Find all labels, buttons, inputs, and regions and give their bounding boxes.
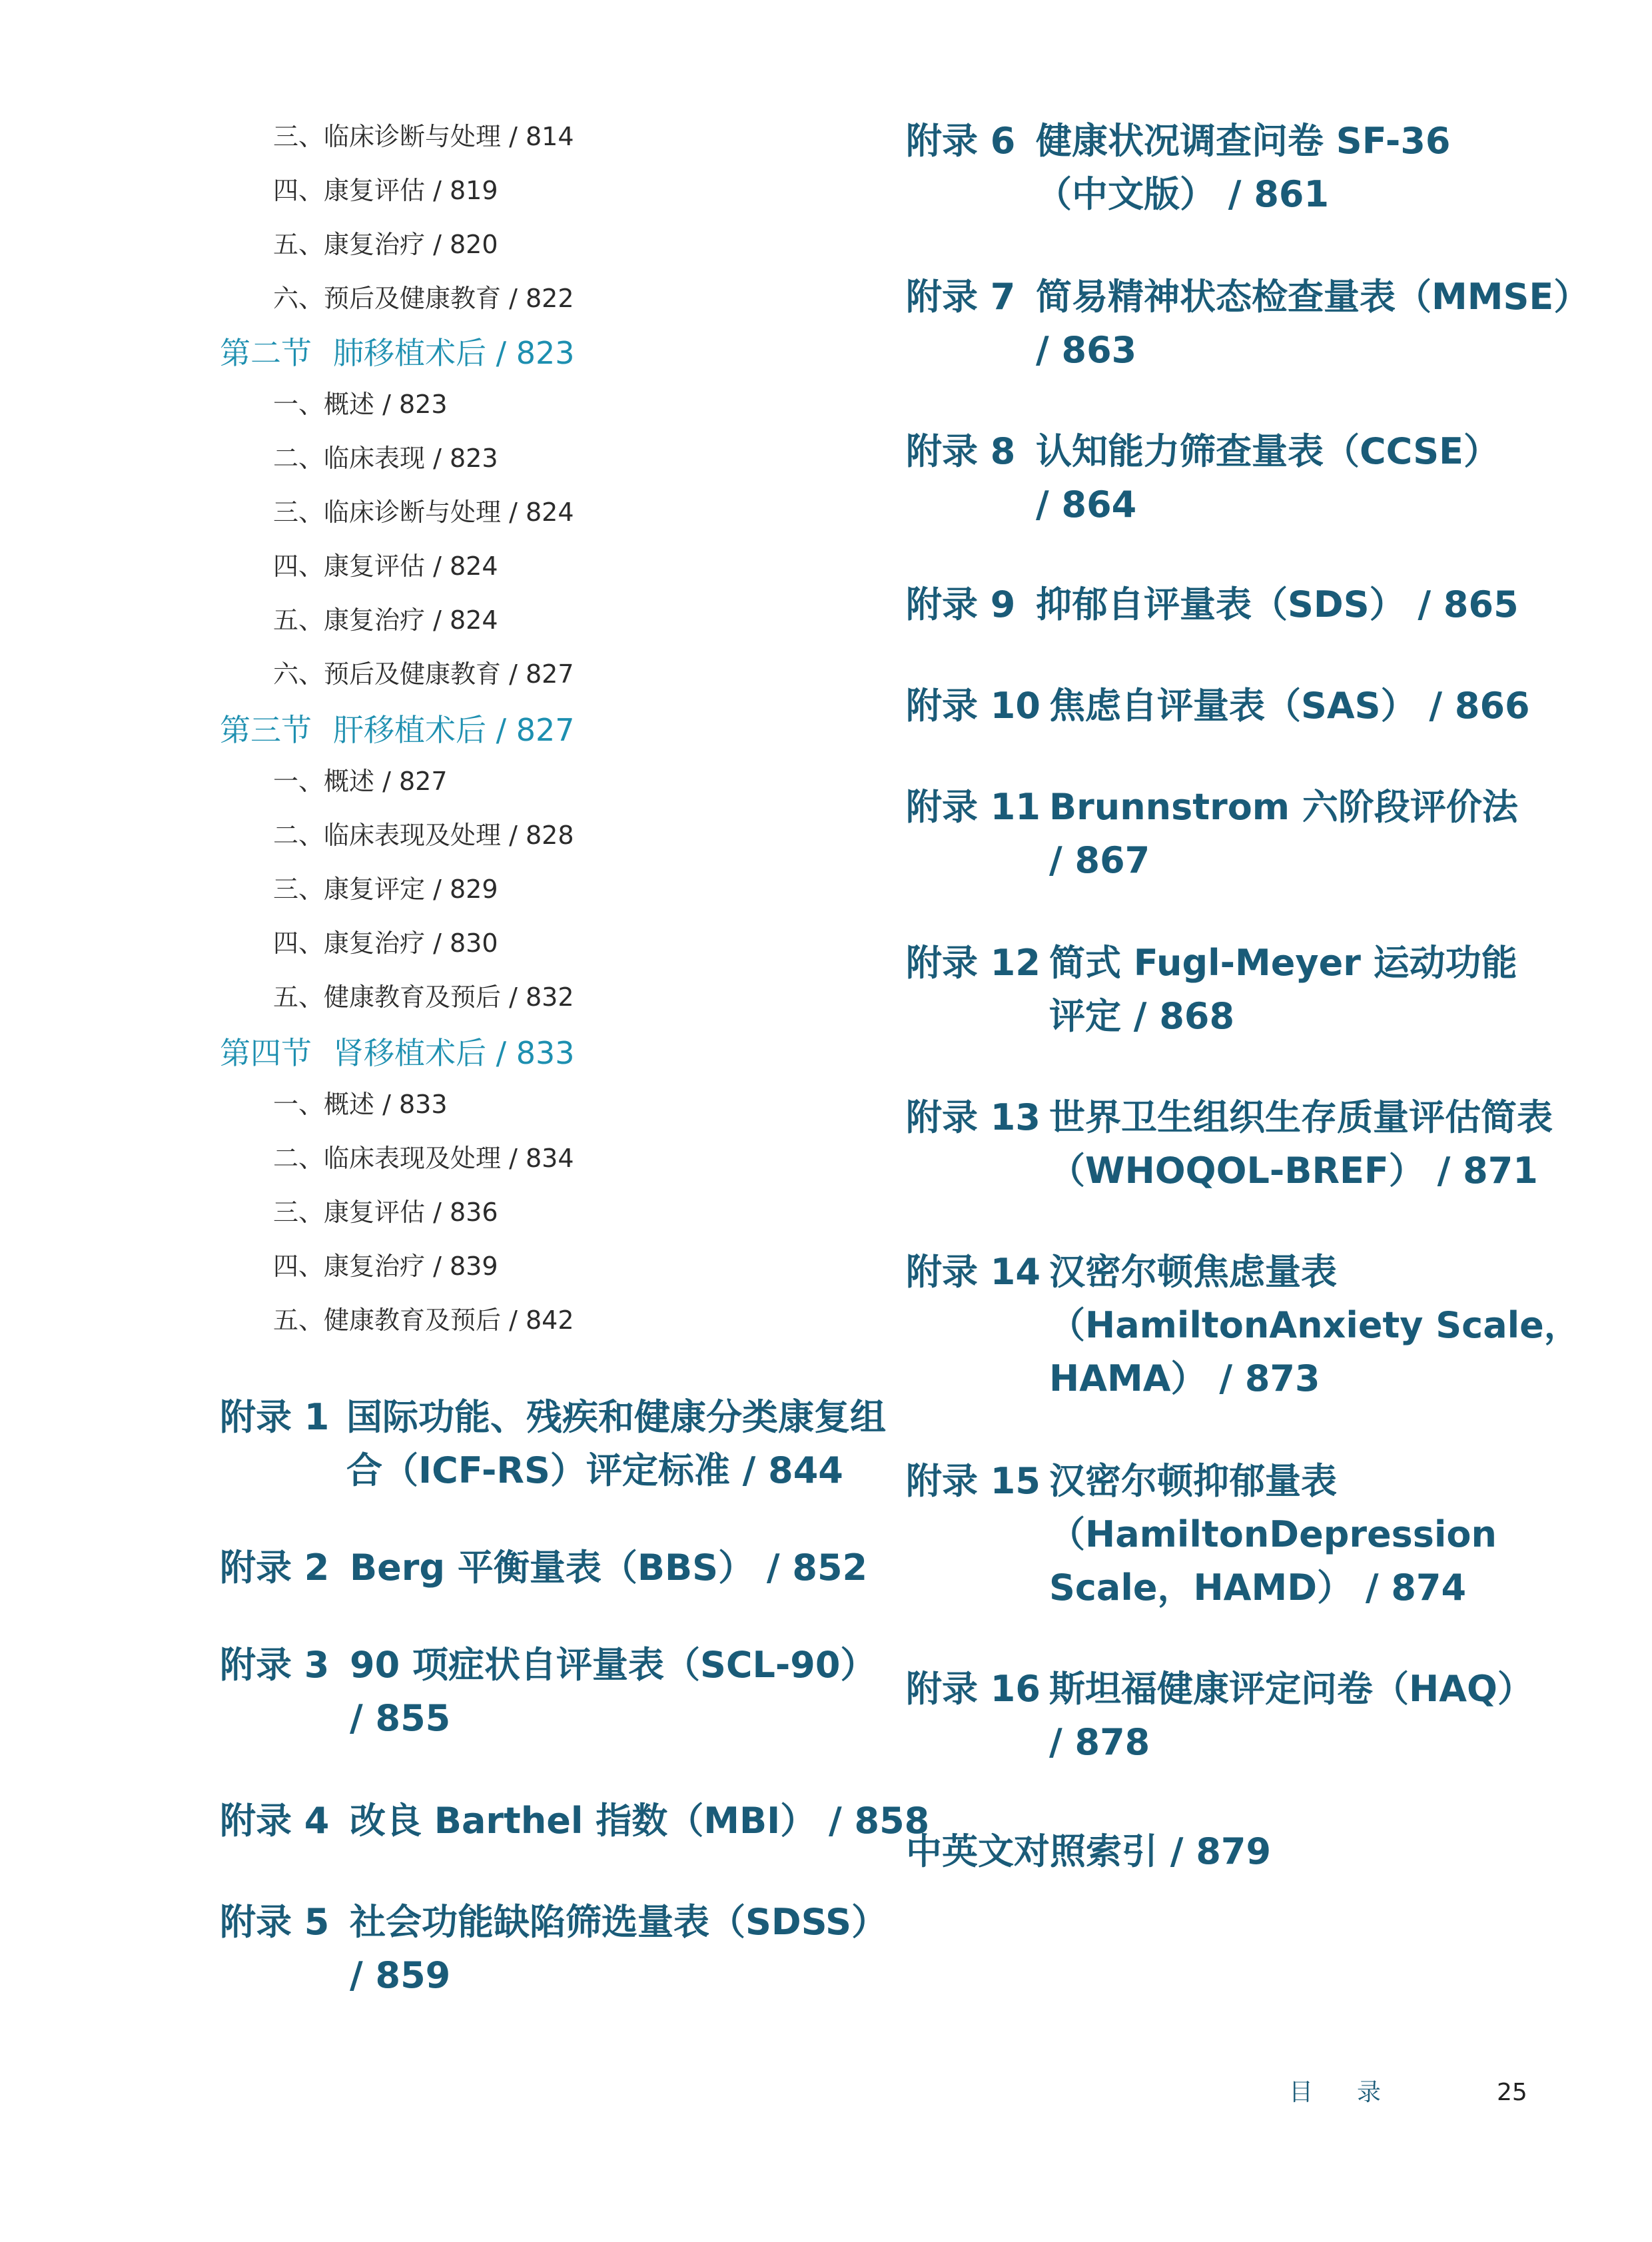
toc-subentry-text: 四、康复治疗 / 839 bbox=[273, 1252, 498, 1281]
toc-subentry-text: 一、概述 / 823 bbox=[273, 390, 448, 419]
appendix-title-line: （WHOQOL-BREF） / 871 bbox=[1049, 1150, 1538, 1192]
appendix-title-line: Berg 平衡量表（BBS） / 852 bbox=[350, 1547, 868, 1589]
appendix-title-line: Brunnstrom 六阶段评价法 bbox=[1049, 786, 1518, 828]
appendix-title-line: 汉密尔顿焦虑量表 bbox=[1049, 1251, 1337, 1293]
appendix-title-line: 社会功能缺陷筛选量表（SDSS） bbox=[350, 1901, 888, 1943]
toc-subentry-text: 一、概述 / 833 bbox=[273, 1090, 448, 1119]
appendix-number: 附录 7 bbox=[906, 276, 1016, 318]
toc-subentry-text: 二、临床表现及处理 / 834 bbox=[273, 1144, 574, 1173]
appendix-title-line: / 863 bbox=[1036, 329, 1137, 371]
appendix-title-line: 世界卫生组织生存质量评估简表 bbox=[1049, 1096, 1553, 1138]
toc-subentry-text: 五、健康教育及预后 / 832 bbox=[273, 982, 574, 1012]
appendix-title-line: 抑郁自评量表（SDS） / 865 bbox=[1036, 583, 1519, 625]
appendix-title-line: / 878 bbox=[1049, 1721, 1150, 1763]
appendix-number: 附录 3 bbox=[220, 1644, 330, 1686]
appendix-title-line: HAMA） / 873 bbox=[1049, 1357, 1320, 1399]
toc-subentry-text: 四、康复评估 / 819 bbox=[273, 176, 498, 205]
appendix-number: 附录 10 bbox=[906, 685, 1040, 727]
appendix-title-line: 汉密尔顿抑郁量表 bbox=[1049, 1460, 1337, 1502]
toc-subentry-text: 六、预后及健康教育 / 822 bbox=[273, 284, 574, 313]
appendix-title-line: / 867 bbox=[1049, 839, 1150, 881]
appendix-number: 附录 1 bbox=[220, 1396, 330, 1438]
toc-subentry-text: 三、康复评定 / 829 bbox=[273, 875, 498, 904]
appendix-number: 附录 12 bbox=[906, 942, 1040, 984]
appendix-title-line: 简易精神状态检查量表（MMSE） bbox=[1036, 276, 1590, 318]
toc-subentry-text: 三、康复评估 / 836 bbox=[273, 1198, 498, 1227]
appendix-number: 附录 16 bbox=[906, 1668, 1040, 1710]
appendix-title-line: （HamiltonDepression bbox=[1049, 1513, 1497, 1555]
appendix-title-line: 焦虑自评量表（SAS） / 866 bbox=[1049, 685, 1530, 727]
appendix-number: 附录 11 bbox=[906, 786, 1040, 828]
section-title: 肺移植术后 / 823 bbox=[333, 335, 575, 371]
appendix-number: 附录 14 bbox=[906, 1251, 1040, 1293]
appendix-number: 附录 4 bbox=[220, 1800, 330, 1842]
appendix-title-line: / 859 bbox=[350, 1954, 451, 1996]
appendix-title-line: 斯坦福健康评定问卷（HAQ） bbox=[1049, 1668, 1533, 1710]
appendix-title-line: 90 项症状自评量表（SCL-90） bbox=[350, 1644, 877, 1686]
section-number: 第四节 bbox=[220, 1035, 312, 1071]
page-number: 25 bbox=[1497, 2079, 1527, 2106]
section-number: 第三节 bbox=[220, 712, 312, 748]
appendix-number: 附录 6 bbox=[906, 120, 1016, 162]
toc-subentry-text: 二、临床表现 / 823 bbox=[273, 444, 498, 473]
appendix-title-line: / 864 bbox=[1036, 484, 1137, 526]
appendix-title-line: / 855 bbox=[350, 1697, 451, 1739]
section-title: 肾移植术后 / 833 bbox=[333, 1035, 575, 1071]
toc-subentry-text: 六、预后及健康教育 / 827 bbox=[273, 659, 574, 689]
appendix-title-line: （中文版） / 861 bbox=[1036, 173, 1330, 215]
section-number: 第二节 bbox=[220, 335, 312, 371]
toc-subentry-text: 五、健康教育及预后 / 842 bbox=[273, 1306, 574, 1335]
toc-subentry-text: 二、临床表现及处理 / 828 bbox=[273, 821, 574, 850]
toc-subentry-text: 五、康复治疗 / 824 bbox=[273, 605, 498, 635]
appendix-title-line: 健康状况调查问卷 SF-36 bbox=[1036, 120, 1451, 162]
appendix-title-line: Scale，HAMD） / 874 bbox=[1049, 1567, 1467, 1609]
appendix-number: 附录 15 bbox=[906, 1460, 1040, 1502]
toc-subentry-text: 四、康复评估 / 824 bbox=[273, 552, 498, 581]
appendix-number: 附录 2 bbox=[220, 1547, 330, 1589]
appendix-number: 附录 5 bbox=[220, 1901, 330, 1943]
appendix-title-line: 改良 Barthel 指数（MBI） / 858 bbox=[350, 1800, 930, 1842]
running-footer-title: 目录 bbox=[1289, 2079, 1426, 2106]
appendix-number: 附录 9 bbox=[906, 583, 1016, 625]
toc-subentry-text: 一、概述 / 827 bbox=[273, 767, 448, 796]
toc-subentry-text: 四、康复治疗 / 830 bbox=[273, 929, 498, 958]
appendix-title-line: 认知能力筛查量表（CCSE） bbox=[1036, 430, 1500, 472]
appendix-title-line: 评定 / 868 bbox=[1049, 995, 1235, 1037]
appendix-number: 附录 8 bbox=[906, 430, 1016, 472]
appendix-title-line: 国际功能、残疾和健康分类康复组 bbox=[346, 1396, 886, 1438]
appendix-title-line: 简式 Fugl-Meyer 运动功能 bbox=[1049, 942, 1517, 984]
appendix-title-line: 合（ICF-RS）评定标准 / 844 bbox=[346, 1449, 843, 1491]
toc-subentry-text: 三、临床诊断与处理 / 814 bbox=[273, 122, 574, 151]
section-title: 肝移植术后 / 827 bbox=[333, 712, 575, 748]
index-entry-text: 中英文对照索引 / 879 bbox=[906, 1830, 1272, 1872]
appendix-title-line: （HamiltonAnxiety Scale， bbox=[1049, 1304, 1580, 1346]
appendix-number: 附录 13 bbox=[906, 1096, 1040, 1138]
toc-subentry-text: 三、临床诊断与处理 / 824 bbox=[273, 498, 574, 527]
toc-subentry-text: 五、康复治疗 / 820 bbox=[273, 230, 498, 259]
